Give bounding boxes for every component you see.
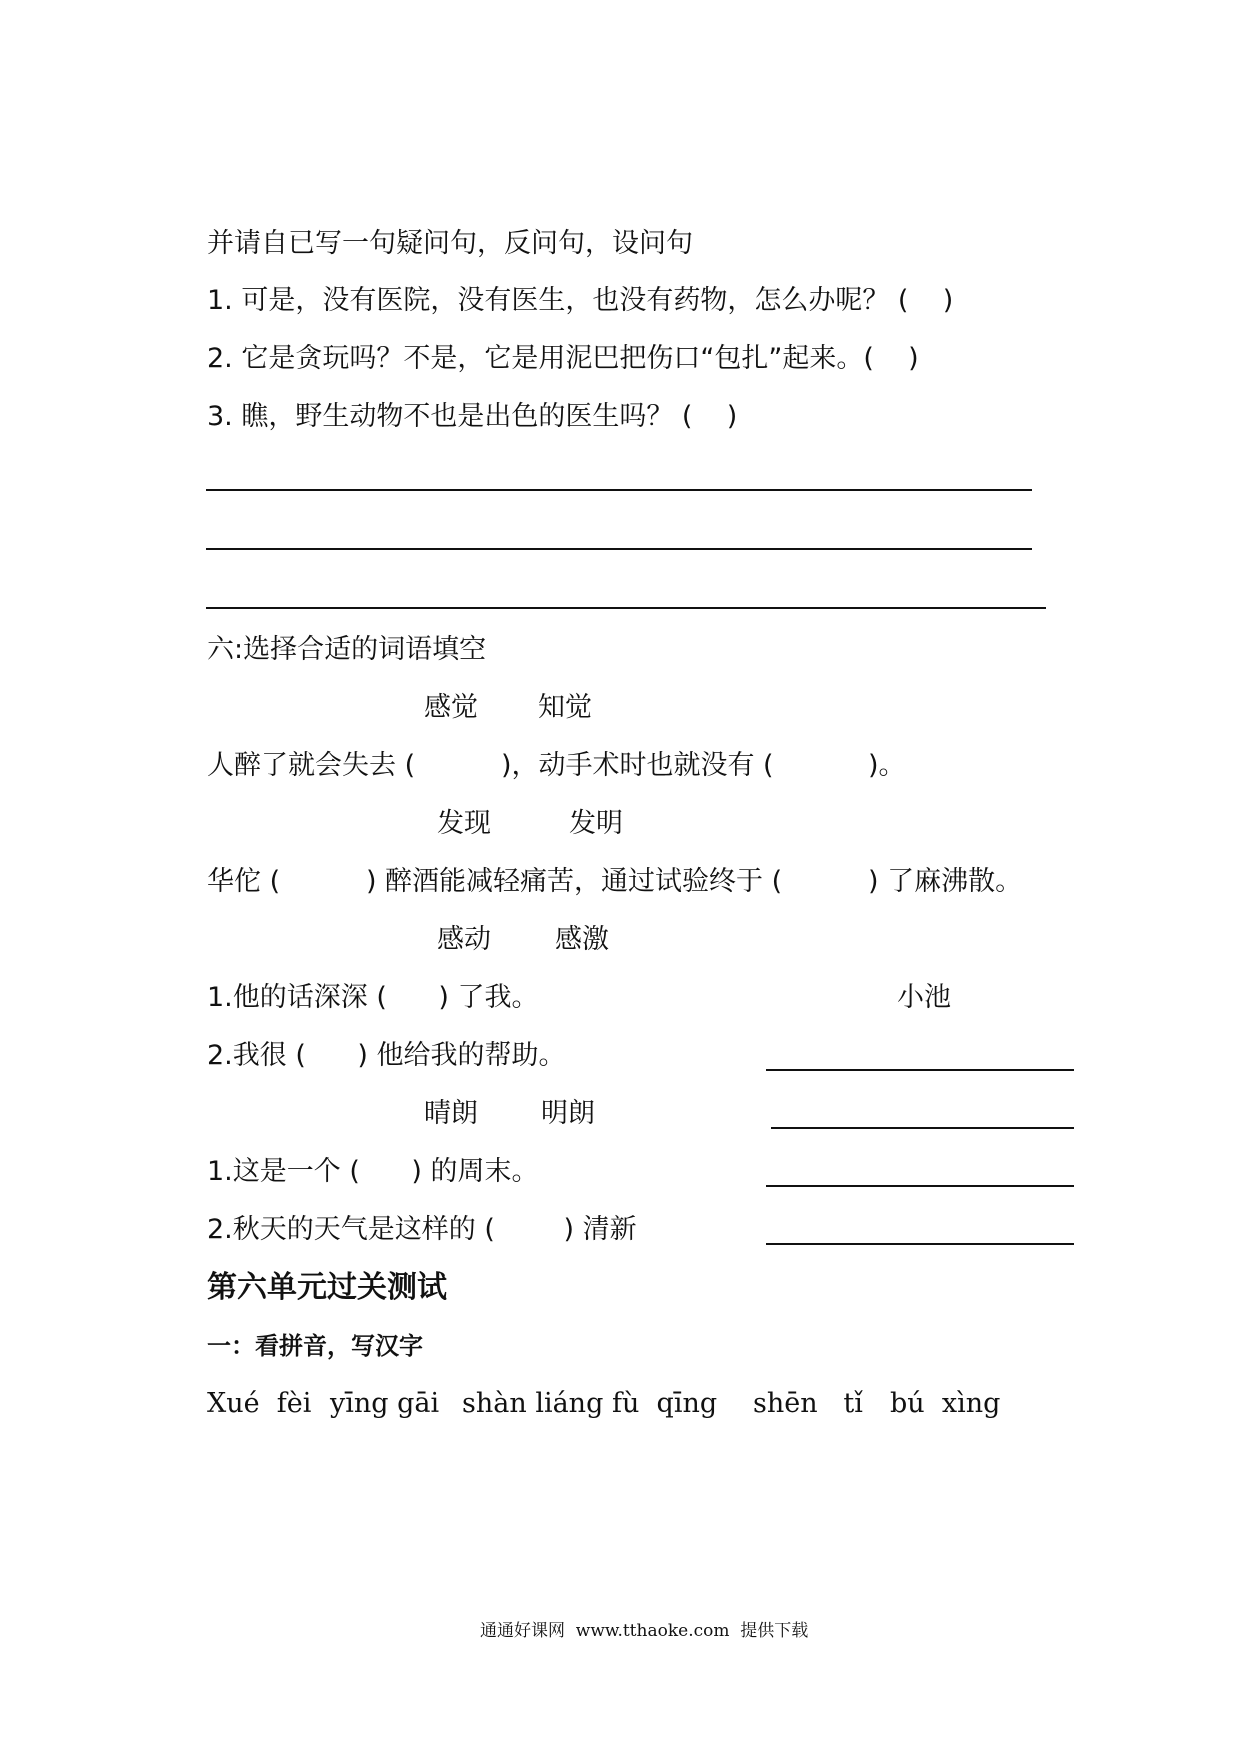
pinyin-item-1: Xué fèi: [207, 1388, 312, 1419]
section5-instruction: 并请自已写一句疑问句，反问句，设问句: [207, 228, 693, 259]
pinyin-item-4: fù qīng: [612, 1388, 718, 1419]
poem-line-4[interactable]: [766, 1243, 1074, 1245]
question-item-1: 1. 可是，没有医院，没有医生，也没有药物，怎么办呢？ ( ): [207, 285, 954, 316]
word-choice-b1: 发现: [437, 808, 491, 839]
word-choice-c2: 感激: [555, 924, 609, 955]
fill-sentence-1: 人醉了就会失去 ( )，动手术时也就没有 ( )。: [207, 750, 906, 781]
word-choice-c1: 感动: [437, 924, 491, 955]
fill-sentence-3: 1.他的话深深 ( ) 了我。: [207, 982, 539, 1013]
question-item-3: 3. 瞧，野生动物不也是出色的医生吗？ ( ): [207, 401, 738, 432]
fill-sentence-4: 2.我很 ( ) 他给我的帮助。: [207, 1040, 566, 1071]
answer-line-1[interactable]: [206, 489, 1032, 491]
unit6-title: 第六单元过关测试: [207, 1270, 447, 1305]
pinyin-item-6: bú xìng: [890, 1388, 1001, 1419]
fill-sentence-2: 华佗 ( ) 醉酒能减轻痛苦，通过试验终于 ( ) 了麻沸散。: [207, 866, 1023, 897]
word-choice-b2: 发明: [569, 808, 623, 839]
poem-line-3[interactable]: [766, 1185, 1074, 1187]
pinyin-item-3: shàn liáng: [462, 1388, 604, 1419]
poem-line-1[interactable]: [766, 1069, 1074, 1071]
pinyin-item-2: yīng gāi: [330, 1388, 440, 1419]
word-choice-d2: 明朗: [541, 1098, 595, 1129]
word-choice-a2: 知觉: [538, 692, 592, 723]
footer-credit: 通通好课网 www.tthaoke.com 提供下载: [480, 1621, 809, 1641]
poem-line-2[interactable]: [771, 1127, 1074, 1129]
fill-sentence-6: 2.秋天的天气是这样的 ( ) 清新: [207, 1214, 637, 1245]
question-item-2: 2. 它是贪玩吗？不是，它是用泥巴把伤口“包扎”起来。( ): [207, 343, 919, 374]
poem-title-xiaochi: 小池: [897, 982, 951, 1013]
unit6-section1-title: 一：看拼音，写汉字: [207, 1332, 423, 1360]
section6-title: 六:选择合适的词语填空: [207, 634, 487, 665]
answer-line-3[interactable]: [206, 607, 1046, 609]
fill-sentence-5: 1.这是一个 ( ) 的周末。: [207, 1156, 539, 1187]
answer-line-2[interactable]: [206, 548, 1032, 550]
word-choice-a1: 感觉: [424, 692, 478, 723]
pinyin-item-5: shēn tǐ: [753, 1388, 863, 1419]
word-choice-d1: 晴朗: [424, 1098, 478, 1129]
